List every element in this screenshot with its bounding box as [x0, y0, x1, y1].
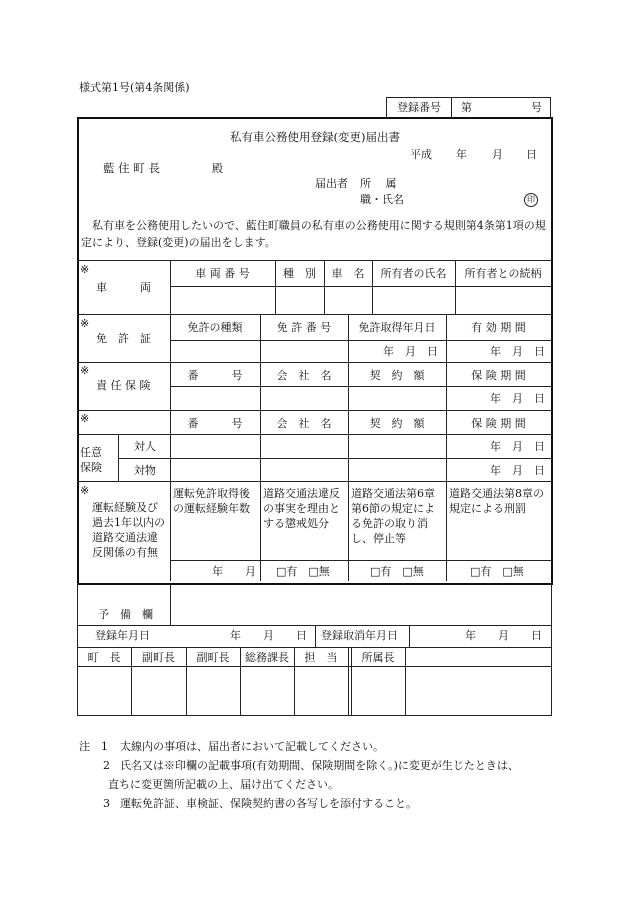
- form-number: 様式第1号(第4条関係): [79, 81, 190, 94]
- license-header-acquired: 免許取得年月日: [358, 321, 436, 334]
- approval-deputy-mayor-1: 副町長: [142, 651, 175, 664]
- mark-license: ※: [80, 317, 90, 330]
- intro-text: 私有車を公務使用したいので、藍住町職員の私有車の公務使用に関する規則第4条第1項の規定により、登録(変更)の届出をします。: [81, 219, 546, 249]
- liability-label: 責 任 保 険: [96, 379, 151, 392]
- license-date-validity: 年 月 日: [490, 345, 545, 358]
- applicant-label: 届出者: [315, 177, 348, 190]
- note-3-num: 3: [103, 797, 110, 810]
- liability-header-period: 保 険 期 間: [471, 369, 526, 382]
- license-date-acquired: 年 月 日: [383, 345, 438, 358]
- mark-liability: ※: [80, 364, 90, 377]
- optional-row-property: 対物: [134, 464, 156, 477]
- optional-header-period: 保 険 期 間: [471, 417, 526, 430]
- experience-answer-discipline: □有 □無: [276, 565, 330, 578]
- experience-answer-penalty: □有 □無: [470, 565, 524, 578]
- experience-q2: 道路交通法違反の事実を理由とする懲戒処分: [263, 487, 340, 530]
- liability-header-company: 会 社 名: [276, 369, 332, 382]
- vehicle-header-number: 車 両 番 号: [195, 267, 250, 280]
- vehicle-label: 車 両: [96, 281, 151, 294]
- optional-header-number: 番 号: [187, 417, 243, 430]
- note-2-text-cont: 直ちに変更箇所記載の上、届け出てください。: [108, 778, 339, 791]
- date-era: 平成: [410, 148, 432, 161]
- experience-answer-suspension: □有 □無: [370, 565, 424, 578]
- liability-header-number: 番 号: [187, 369, 243, 382]
- mark-vehicle: ※: [80, 263, 90, 276]
- experience-q1: 運転免許取得後の運転経験年数: [173, 487, 250, 515]
- reg-number-label: 登録番号: [397, 101, 441, 114]
- experience-label: 運転経験及び過去1年以内の道路交通法違反関係の有無: [92, 501, 165, 559]
- experience-q3: 道路交通法第6章第6節の規定による免許の取り消し、停止等: [351, 487, 435, 545]
- approval-dept-head: 所属長: [361, 651, 395, 664]
- note-1-num: 注 1: [79, 740, 108, 753]
- reg-date-value: 年 月 日: [230, 629, 307, 642]
- experience-q4: 道路交通法第8章の規定による刑罰: [449, 487, 544, 515]
- reserve-label: 予 備 欄: [98, 608, 153, 621]
- note-1-text: 太線内の事項は、届出者において記載してください。: [120, 740, 384, 753]
- addressee-name: 藍 住 町 長: [103, 161, 160, 175]
- liability-date: 年 月 日: [490, 392, 545, 405]
- approval-deputy-mayor-2: 副町長: [196, 651, 230, 664]
- license-header-number: 免 許 番 号: [276, 321, 332, 334]
- reg-date-label: 登録年月日: [95, 629, 150, 642]
- mark-experience: ※: [80, 484, 90, 497]
- mark-optional: ※: [80, 412, 90, 425]
- applicant-name: 職・氏名: [360, 193, 404, 206]
- optional-header-company: 会 社 名: [276, 417, 332, 430]
- cancel-date-value: 年 月 日: [465, 629, 542, 642]
- liability-header-amount: 契 約 額: [369, 369, 425, 382]
- seal-mark: 印: [524, 193, 538, 207]
- approval-mayor: 町 長: [87, 651, 121, 664]
- optional-date-property: 年 月 日: [490, 464, 545, 477]
- note-2-num: 2: [103, 759, 110, 772]
- optional-date-person: 年 月 日: [490, 440, 545, 453]
- form-title: 私有車公務使用登録(変更)届出書: [230, 130, 400, 144]
- vehicle-header-relation: 所有者との続柄: [464, 267, 542, 280]
- license-label: 免 許 証: [96, 332, 151, 345]
- license-header-type: 免許の種類: [187, 321, 243, 334]
- reg-number-suffix: 号: [531, 101, 542, 114]
- addressee-honorific: 殿: [212, 162, 223, 175]
- approval-in-charge: 担 当: [304, 651, 338, 664]
- note-2-text: 氏名又は※印欄の記載事項(有効期間、保険期間を除く。)に変更が生じたときは、: [120, 759, 519, 772]
- vehicle-header-type: 種 別: [283, 267, 316, 280]
- note-3-text: 運転免許証、車検証、保険契約書の各写しを添付すること。: [120, 797, 417, 810]
- license-header-validity: 有 効 期 間: [471, 321, 526, 334]
- applicant-dept: 所 属: [360, 177, 397, 190]
- optional-row-person: 対人: [134, 440, 156, 453]
- optional-label: 任意 保険: [80, 446, 102, 474]
- reg-number-prefix: 第: [461, 101, 472, 114]
- date-year: 年: [456, 148, 467, 161]
- optional-header-amount: 契 約 額: [369, 417, 425, 430]
- vehicle-header-owner: 所有者の氏名: [380, 267, 447, 280]
- approval-general-affairs: 総務課長: [245, 651, 289, 664]
- vehicle-header-name: 車 名: [331, 267, 365, 280]
- experience-answer-years: 年 月: [212, 565, 256, 578]
- cancel-date-label: 登録取消年月日: [321, 629, 398, 642]
- date-month: 月: [492, 148, 503, 161]
- date-day: 日: [526, 148, 537, 161]
